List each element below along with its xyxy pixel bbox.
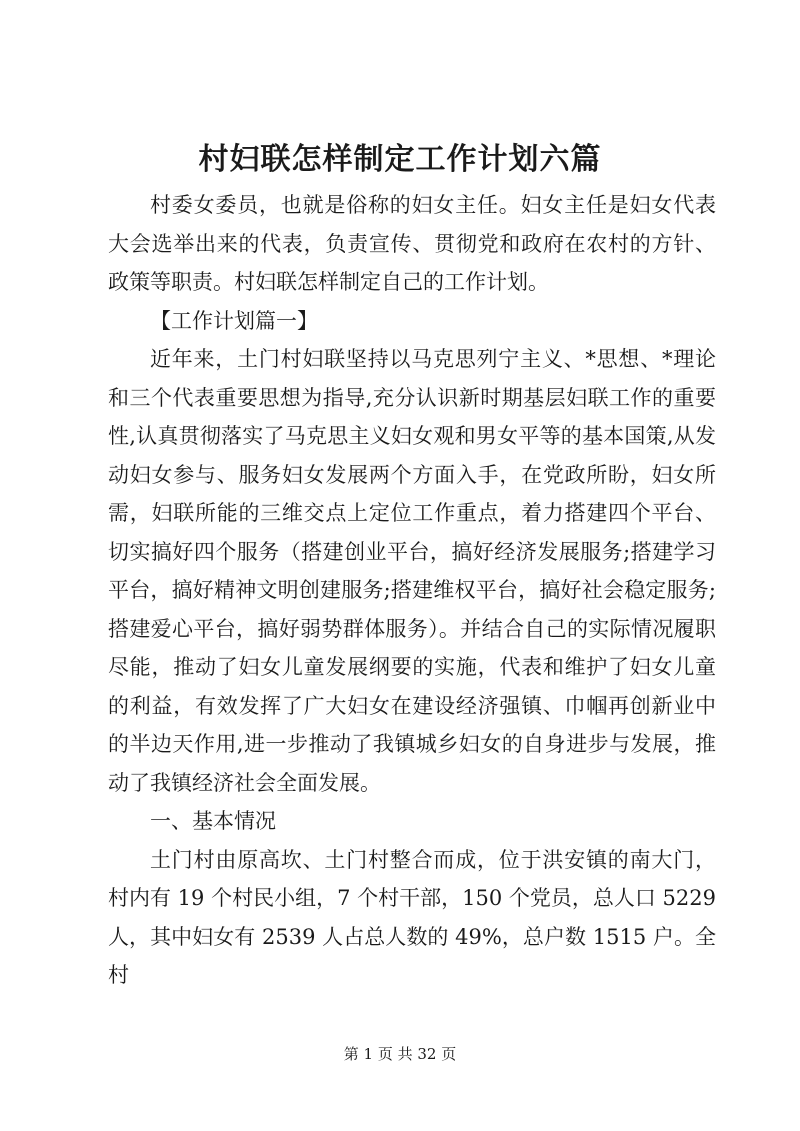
section-heading-plan-one: 【工作计划篇一】 xyxy=(150,308,318,333)
section-heading-basic-info: 一、基本情况 xyxy=(150,809,276,833)
document-body xyxy=(108,186,716,995)
paragraph-intro: 村委女委员，也就是俗称的妇女主任。妇女主任是妇女代表大会选举出来的代表，负责宣传、贯彻党和政府在农村的方针、政策等职责。村妇联怎样制定自己的工作计划。 xyxy=(108,193,716,294)
document-title: 村妇联怎样制定工作计划六篇 xyxy=(198,142,602,177)
paragraph-basic-info: 土门村由原高坎、土门村整合而成，位于洪安镇的南大门，村内有 19 个村民小组，7 个村干部，150 个党员，总人口 5229 人，其中妇女有 2539 人占总人数的 49%，总户数 1515 户。全村 xyxy=(108,847,716,987)
paragraph-plan-one-overview: 近年来，土门村妇联坚持以马克思列宁主义、*思想、*理论和三个代表重要思想为指导,充分认识新时期基层妇联工作的重要性,认真贯彻落实了马克思主义妇女观和男女平等的基本国策,从发动妇女参与、服务妇女发展两个方面入手，在党政所盼，妇女所需，妇联所能的三维交点上定位工作重点，着力搭建四个平台、切实搞好四个服务（搭建创业平台，搞好经济发展服务;搭建学习平台，搞好精神文明创建服务;搭建维权平台，搞好社会稳定服务;搭建爱心平台，搞好弱势群体服务）。并结合自己的实际情况履职尽能，推动了妇女儿童发展纲要的实施，代表和维护了妇女儿童的利益，有效发挥了广大妇女在建设经济强镇、巾帼再创新业中的半边天作用,进一步推动了我镇城乡妇女的自身进步与发展，推动了我镇经济社会全面发展。 xyxy=(108,347,716,795)
page-number-footer: 第 1 页 共 32 页 xyxy=(343,1045,457,1063)
